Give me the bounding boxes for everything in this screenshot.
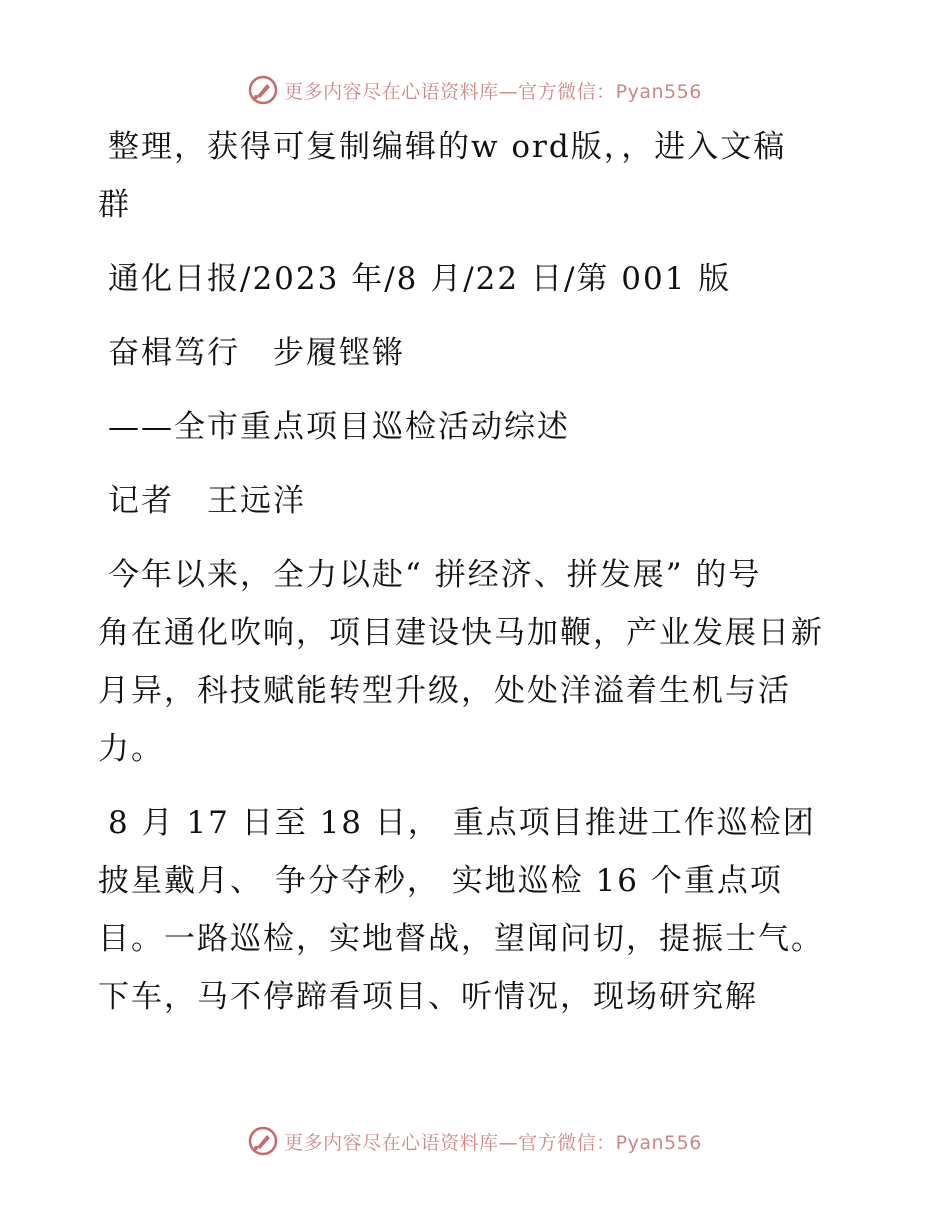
paragraph-2 bbox=[98, 794, 858, 1026]
paragraph-line: 今年以来，全力以赴“ 拼经济、拼发展” 的号 bbox=[108, 557, 762, 593]
intro-paragraph bbox=[98, 118, 858, 234]
subheadline: ——全市重点项目巡检活动综述 bbox=[108, 409, 570, 445]
paragraph-line: 目。一路巡检，实地督战，望闻问切，提振士气。 bbox=[98, 921, 824, 957]
byline: 记者 王远洋 bbox=[108, 483, 306, 519]
paragraph-1 bbox=[98, 546, 858, 778]
intro-line: 群 bbox=[98, 187, 131, 223]
paragraph-line: 披星戴月、 争分夺秒， 实地巡检 16 个重点项 bbox=[98, 863, 783, 899]
source-line: 通化日报/2023 年/8 月/22 日/第 001 版 bbox=[108, 261, 732, 297]
intro-line: 整理，获得可复制编辑的w ord版，，进入文稿 bbox=[108, 129, 787, 165]
pen-nib-logo-icon bbox=[248, 1126, 278, 1156]
paragraph-line: 月异，科技赋能转型升级，处处洋溢着生机与活 bbox=[98, 673, 791, 709]
footer-watermark bbox=[0, 1124, 950, 1158]
watermark-text: 更多内容尽在心语资料库—官方微信：Pyan556 bbox=[284, 80, 702, 103]
paragraph-line: 下车，马不停蹄看项目、听情况，现场研究解 bbox=[98, 979, 758, 1015]
paragraph-line: 力。 bbox=[98, 731, 164, 767]
watermark-text: 更多内容尽在心语资料库—官方微信：Pyan556 bbox=[284, 1131, 702, 1154]
header-watermark bbox=[0, 73, 950, 107]
paragraph-line: 8 月 17 日至 18 日， 重点项目推进工作巡检团 bbox=[108, 805, 816, 841]
paragraph-line: 角在通化吹响，项目建设快马加鞭，产业发展日新 bbox=[98, 615, 824, 651]
pen-nib-logo-icon bbox=[248, 75, 278, 105]
headline: 奋楫笃行 步履铿锵 bbox=[108, 335, 405, 371]
document-body bbox=[98, 118, 858, 1042]
